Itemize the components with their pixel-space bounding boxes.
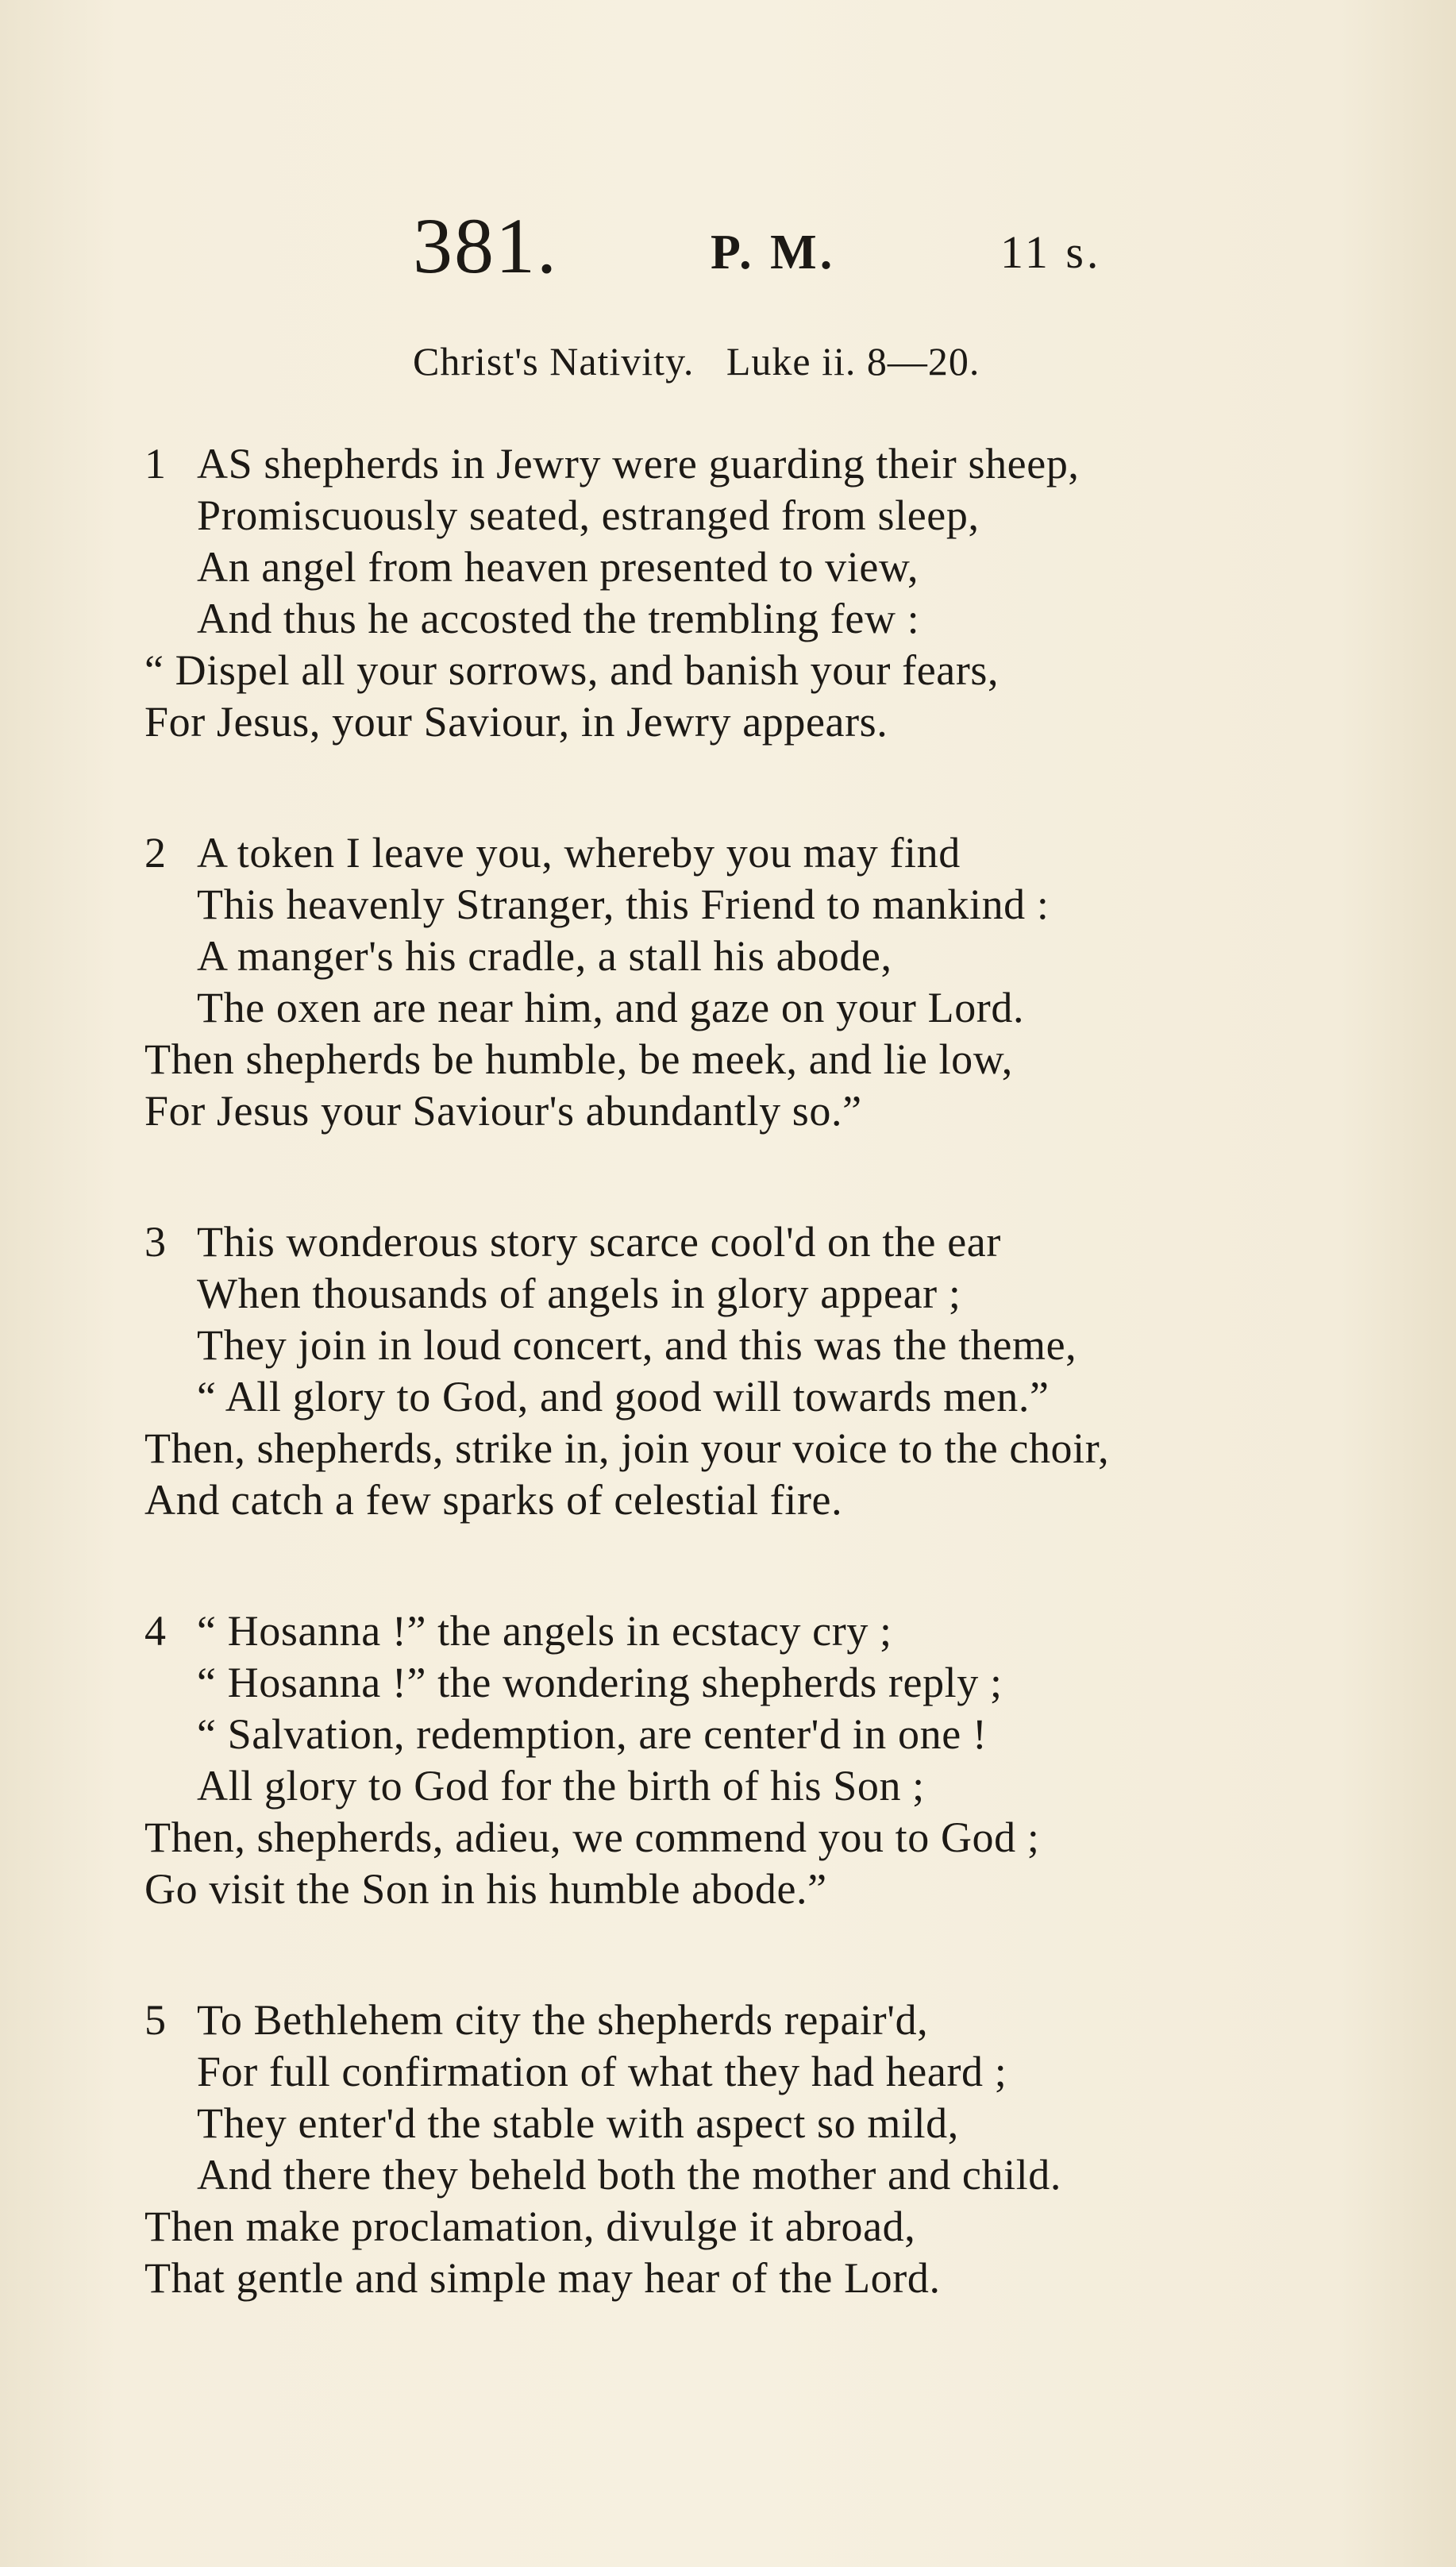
stanza-line: And thus he accosted the trembling few : — [197, 595, 920, 642]
stanza-line: That gentle and simple may hear of the Lord. — [144, 2254, 941, 2302]
hymn-number: 381. — [413, 202, 558, 290]
hymn-subtitle: Christ's Nativity. Luke ii. 8—20. — [413, 339, 980, 384]
stanza-line: “ Salvation, redemption, are center'd in one ! — [197, 1710, 988, 1758]
stanza-line: They join in loud concert, and this was the theme, — [197, 1321, 1077, 1369]
stanza-line: And catch a few sparks of celestial fire. — [144, 1476, 843, 1524]
stanza-line: A manger's his cradle, a stall his abode, — [197, 932, 892, 980]
stanza-line: Then shepherds be humble, be meek, and lie low, — [144, 1035, 1013, 1083]
stanza-line: A token I leave you, whereby you may find — [197, 829, 961, 877]
stanza-line: For Jesus your Saviour's abundantly so.” — [144, 1087, 862, 1135]
stanza-number: 5 — [144, 1996, 166, 2044]
stanza-number: 1 — [144, 440, 166, 488]
stanza-2 — [0, 827, 1456, 1137]
stanza-line: For full confirmation of what they had heard ; — [197, 2048, 1007, 2095]
stanza-line: Then, shepherds, adieu, we commend you to God ; — [144, 1813, 1040, 1861]
stanza-1 — [0, 438, 1456, 748]
stanza-line: “ Hosanna !” the angels in ecstacy cry ; — [197, 1607, 892, 1655]
stanza-line: This wonderous story scarce cool'd on the ear — [197, 1218, 1001, 1266]
stanza-line: The oxen are near him, and gaze on your Lord. — [197, 984, 1025, 1031]
stanza-line: All glory to God for the birth of his Son ; — [197, 1762, 925, 1810]
stanza-line: This heavenly Stranger, this Friend to mankind : — [197, 881, 1050, 928]
stanza-line: “ All glory to God, and good will towards men.” — [197, 1373, 1050, 1420]
stanza-number: 2 — [144, 829, 166, 877]
stanza-number: 4 — [144, 1607, 166, 1655]
stanza-line: An angel from heaven presented to view, — [197, 543, 919, 591]
stanza-line: And there they beheld both the mother and child. — [197, 2151, 1061, 2199]
stanzas — [0, 438, 1456, 2384]
stanza-line: “ Hosanna !” the wondering shepherds reply ; — [197, 1659, 1003, 1706]
stanza-line: To Bethlehem city the shepherds repair'd, — [197, 1996, 929, 2044]
hymn-header — [413, 202, 1127, 290]
stanza-number: 3 — [144, 1218, 166, 1266]
hymn-meter: P. M. — [711, 225, 836, 279]
stanza-line: AS shepherds in Jewry were guarding their sheep, — [197, 440, 1080, 488]
stanza-line: Go visit the Son in his humble abode.” — [144, 1865, 827, 1913]
stanza-line: “ Dispel all your sorrows, and banish your fears, — [144, 646, 1000, 694]
stanza-3 — [0, 1216, 1456, 1526]
stanza-line: For Jesus, your Saviour, in Jewry appears. — [144, 698, 888, 746]
hymn-syllables: 11 s. — [1000, 226, 1102, 278]
stanza-line: When thousands of angels in glory appear ; — [197, 1270, 961, 1317]
stanza-line: Then, shepherds, strike in, join your voice to the choir, — [144, 1424, 1110, 1472]
stanza-4 — [0, 1605, 1456, 1915]
stanza-line: Then make proclamation, divulge it abroad, — [144, 2203, 916, 2250]
stanza-line: Promiscuously seated, estranged from sleep, — [197, 491, 980, 539]
stanza-5 — [0, 1995, 1456, 2304]
stanza-line: They enter'd the stable with aspect so mild, — [197, 2099, 959, 2147]
